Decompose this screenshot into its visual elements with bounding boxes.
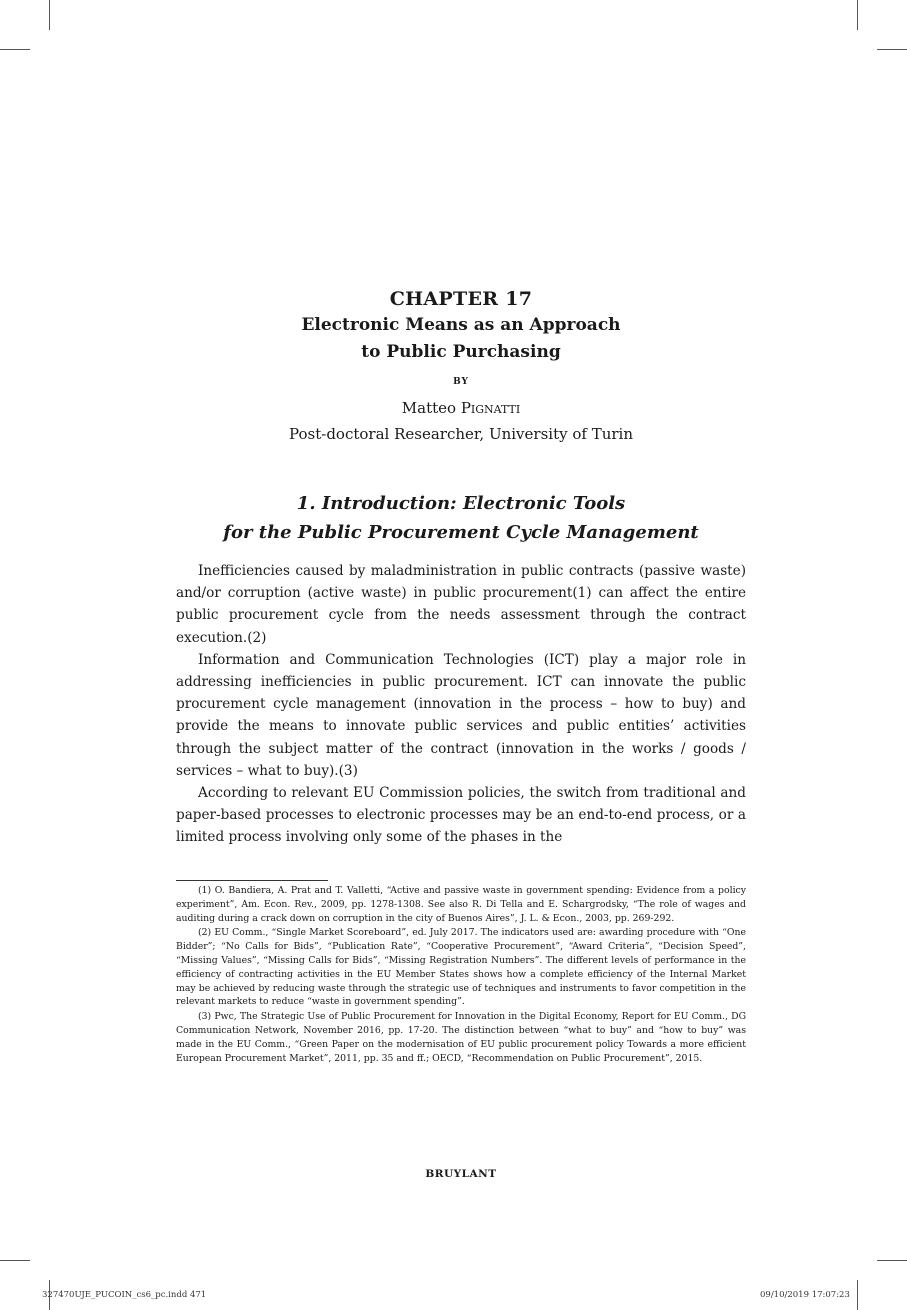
crop-mark-bottom-right xyxy=(857,1280,858,1310)
crop-mark-top-right xyxy=(857,0,858,30)
slug-datetime: 09/10/2019 17:07:23 xyxy=(760,1290,850,1300)
paragraph: Information and Communication Technologies (ICT) play a major role in addressing inefficiencies in public procurement. ICT can innovate the public procurement cycle management (innovation in the process – how to buy) and provide the means to innovate public services and public entities’ activities through the subject matter of the contract (innovation in the works / goods / services – what to buy).(3) xyxy=(176,651,746,779)
footnote-3: (3) Pwc, The Strategic Use of Public Procurement for Innovation in the Digital Economy, Report for EU Comm., DG Communication Network, November 2016, pp. 17-20. The distinction between “what to buy” and “how to buy” was made in the EU Comm., “Green Paper on the modernisation of EU public procurement policy Towards a more efficient European Procurement Market”, 2011, pp. 35 and ff.; OECD, “Recommendation on Public Procurement”, 2015. xyxy=(176,1011,746,1064)
publisher-name: BRUYLANT xyxy=(425,1168,497,1180)
author-name xyxy=(176,398,746,418)
crop-mark-right-top xyxy=(877,49,907,50)
slug-file-info: 327470UJE_PUCOIN_cs6_pc.indd 471 xyxy=(42,1290,207,1300)
crop-mark-top-left xyxy=(49,0,50,30)
chapter-heading xyxy=(176,286,746,444)
paragraph: Inefficiencies caused by maladministration in public contracts (passive waste) and/or corruption (active waste) in public procurement(1) can affect the entire public procurement cycle from the needs assessment through the contract execution.(2) xyxy=(176,563,746,646)
body-text xyxy=(176,560,746,849)
crop-mark-left-top xyxy=(0,49,30,50)
chapter-number: CHAPTER 17 xyxy=(389,288,533,310)
by-label: BY xyxy=(453,377,469,387)
section-title-line1: 1. Introduction: Electronic Tools xyxy=(296,493,626,514)
crop-mark-right-bottom xyxy=(877,1260,907,1261)
paragraph: According to relevant EU Commission policies, the switch from traditional and paper-based processes to electronic processes may be an end-to-end process, or a limited process involving only some of the phases in the xyxy=(176,785,746,846)
chapter-title-line1: Electronic Means as an Approach xyxy=(301,315,621,335)
author-affiliation: Post-doctoral Researcher, University of Turin xyxy=(289,425,633,443)
author-first-name: Matteo xyxy=(401,399,461,417)
footnote-rule xyxy=(176,880,328,881)
footnote-2: (2) EU Comm., “Single Market Scoreboard”, ed. July 2017. The indicators used are: awarding procedure with “One Bidder”; “No Calls for Bids”, “Publication Rate”, “Cooperative Procurement”, “Award Criteria”, “Decision Speed”, “Missing Values”, “Missing Calls for Bids”, “Missing Registration Numbers”. The different levels of performance in the efficiency of contracting activities in the EU Member States shows how a complete efficiency of the Internal Market may be achieved by reducing waste through the strategic use of techniques and instruments to favor competition in the relevant markets to reduce “waste in government spending”. xyxy=(176,927,746,1008)
section-title xyxy=(176,489,746,547)
section-title-line2: for the Public Procurement Cycle Management xyxy=(223,522,699,543)
crop-mark-left-bottom xyxy=(0,1260,30,1261)
footnote-1: (1) O. Bandiera, A. Prat and T. Valletti, “Active and passive waste in government spending: Evidence from a policy experiment”, Am. Econ. Rev., 2009, pp. 1278-1308. See also R. Di Tella and E. Schargrodsky, “The role of wages and auditing during a crack down on corruption in the city of Buenos Aires”, J. L. & Econ., 2003, pp. 269-292. xyxy=(176,885,746,924)
footnotes xyxy=(176,884,746,1066)
author-last-name: Pignatti xyxy=(460,399,521,417)
chapter-title-line2: to Public Purchasing xyxy=(361,342,561,362)
